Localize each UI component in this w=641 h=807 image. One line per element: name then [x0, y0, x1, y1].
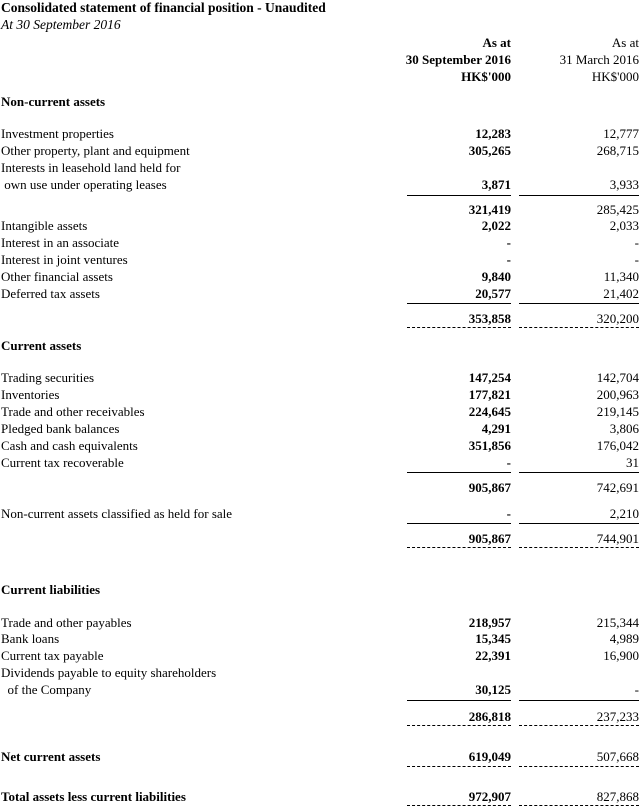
row-label: Total assets less current liabilities	[1, 789, 186, 804]
value-prior: 142,704	[596, 370, 639, 385]
rule-current	[407, 523, 511, 524]
row-joint-ventures	[0, 252, 641, 268]
row-label: Dividends payable to equity shareholders	[1, 665, 217, 680]
row-other-ppe	[0, 143, 641, 159]
row-held-for-sale	[0, 506, 641, 522]
row-inventories	[0, 387, 641, 403]
row-associate	[0, 235, 641, 251]
value-current: 12,283	[475, 126, 511, 141]
value-prior: 268,715	[596, 143, 639, 158]
value-current: 22,391	[475, 648, 511, 663]
dashed-rule-current	[407, 805, 511, 806]
rule-current	[407, 195, 511, 196]
row-cash	[0, 438, 641, 454]
rule-prior	[519, 700, 639, 701]
dashed-rule-prior	[519, 547, 639, 548]
row-label: Trade and other receivables	[1, 404, 145, 419]
row-current-tax-recoverable	[0, 455, 641, 471]
row-leasehold-line1	[0, 160, 641, 176]
dashed-rule-current	[407, 766, 511, 767]
value-prior: 2,033	[609, 218, 639, 233]
value-current: 177,821	[468, 387, 511, 402]
value-prior: 827,868	[596, 789, 639, 804]
row-trade-receivables	[0, 404, 641, 420]
row-current-tax-payable	[0, 648, 641, 664]
header-prior-line3: HK$'000	[591, 69, 639, 84]
value-current: 286,818	[468, 709, 511, 724]
row-label: Non-current assets classified as held for sale	[1, 506, 233, 521]
row-label: Interests in leasehold land held for	[1, 160, 181, 175]
row-current-liabilities-total	[0, 709, 641, 725]
header-prior-line1: As at	[611, 35, 639, 50]
value-current: -	[506, 506, 511, 521]
rule-prior	[519, 195, 639, 196]
rule-prior	[519, 523, 639, 524]
dashed-rule-prior	[519, 327, 639, 328]
row-intangible	[0, 218, 641, 234]
row-total-assets-less-current-liabilities	[0, 789, 641, 805]
row-label: of the Company	[1, 682, 92, 697]
rule-prior	[519, 303, 639, 304]
value-current: 30,125	[475, 682, 511, 697]
row-trade-payables	[0, 615, 641, 631]
row-pledged-bank-balances	[0, 421, 641, 437]
value-current: -	[506, 252, 511, 267]
rule-current	[407, 700, 511, 701]
row-trading-securities	[0, 370, 641, 386]
row-dividends-line2	[0, 682, 641, 698]
row-label: Bank loans	[1, 631, 60, 646]
value-current: 9,840	[481, 269, 511, 284]
dashed-rule-prior	[519, 725, 639, 726]
value-prior: 16,900	[603, 648, 639, 663]
value-prior: 742,691	[596, 480, 639, 495]
row-current-assets-total	[0, 531, 641, 547]
section-current-liabilities: Current liabilities	[1, 582, 101, 597]
row-leasehold-line2	[0, 177, 641, 193]
statement-subtitle: At 30 September 2016	[1, 17, 121, 32]
value-current: 905,867	[468, 480, 511, 495]
row-current-assets-subtotal	[0, 480, 641, 496]
row-dividends-line1	[0, 665, 641, 681]
value-prior: 237,233	[596, 709, 639, 724]
value-prior: 219,145	[596, 404, 639, 419]
row-label: Trading securities	[1, 370, 95, 385]
value-current: 2,022	[481, 218, 511, 233]
row-label: Other property, plant and equipment	[1, 143, 190, 158]
value-current: -	[506, 455, 511, 470]
statement-title: Consolidated statement of financial position - Unaudited	[1, 0, 326, 15]
row-label: Current tax payable	[1, 648, 104, 663]
value-current: 3,871	[481, 177, 511, 192]
row-label: Cash and cash equivalents	[1, 438, 138, 453]
value-current: -	[506, 235, 511, 250]
value-prior: 3,933	[609, 177, 639, 192]
section-non-current-assets: Non-current assets	[1, 94, 106, 109]
value-prior: 744,901	[596, 531, 639, 546]
value-current: 619,049	[468, 749, 511, 764]
dashed-rule-current	[407, 547, 511, 548]
value-prior: 12,777	[603, 126, 639, 141]
row-label: Current tax recoverable	[1, 455, 124, 470]
value-prior: 215,344	[596, 615, 639, 630]
header-prior-line2: 31 March 2016	[559, 52, 639, 67]
row-bank-loans	[0, 631, 641, 647]
row-net-current-assets	[0, 749, 641, 765]
value-current: 972,907	[468, 789, 511, 804]
row-investment-properties	[0, 126, 641, 142]
value-current: 20,577	[475, 286, 511, 301]
rule-current	[407, 303, 511, 304]
value-current: 353,858	[468, 311, 511, 326]
row-ppe-subtotal	[0, 202, 641, 218]
row-label: Pledged bank balances	[1, 421, 120, 436]
value-prior: 200,963	[596, 387, 639, 402]
value-prior: 4,989	[609, 631, 639, 646]
value-prior: -	[634, 252, 639, 267]
value-current: 4,291	[481, 421, 511, 436]
value-current: 905,867	[468, 531, 511, 546]
row-label: Interest in an associate	[1, 235, 120, 250]
row-label: Deferred tax assets	[1, 286, 100, 301]
row-label: Intangible assets	[1, 218, 88, 233]
value-current: 351,856	[468, 438, 511, 453]
value-prior: 176,042	[596, 438, 639, 453]
value-current: 224,645	[468, 404, 511, 419]
row-label: Other financial assets	[1, 269, 113, 284]
value-prior: 11,340	[603, 269, 639, 284]
value-current: 15,345	[475, 631, 511, 646]
value-current: 147,254	[468, 370, 511, 385]
value-prior: -	[634, 682, 639, 697]
value-current: 321,419	[468, 202, 511, 217]
rule-prior	[519, 472, 639, 473]
value-prior: 285,425	[596, 202, 639, 217]
value-prior: 2,210	[609, 506, 639, 521]
row-label: own use under operating leases	[1, 177, 167, 192]
row-label: Investment properties	[1, 126, 114, 141]
row-label: Net current assets	[1, 749, 101, 764]
value-prior: 21,402	[603, 286, 639, 301]
section-current-assets: Current assets	[1, 338, 82, 353]
dashed-rule-current	[407, 327, 511, 328]
header-current-line1: As at	[482, 35, 511, 50]
row-other-financial-assets	[0, 269, 641, 285]
header-current-line3: HK$'000	[461, 69, 511, 84]
dashed-rule-current	[407, 725, 511, 726]
value-prior: -	[634, 235, 639, 250]
value-prior: 3,806	[609, 421, 639, 436]
value-prior: 507,668	[596, 749, 639, 764]
value-prior: 31	[626, 455, 639, 470]
row-label: Inventories	[1, 387, 60, 402]
row-non-current-total	[0, 311, 641, 327]
value-current: 305,265	[468, 143, 511, 158]
header-current-line2: 30 September 2016	[405, 52, 511, 67]
row-deferred-tax-assets	[0, 286, 641, 302]
dashed-rule-prior	[519, 805, 639, 806]
value-current: 218,957	[468, 615, 511, 630]
row-label: Trade and other payables	[1, 615, 132, 630]
row-label: Interest in joint ventures	[1, 252, 128, 267]
rule-current	[407, 472, 511, 473]
dashed-rule-prior	[519, 766, 639, 767]
value-prior: 320,200	[596, 311, 639, 326]
